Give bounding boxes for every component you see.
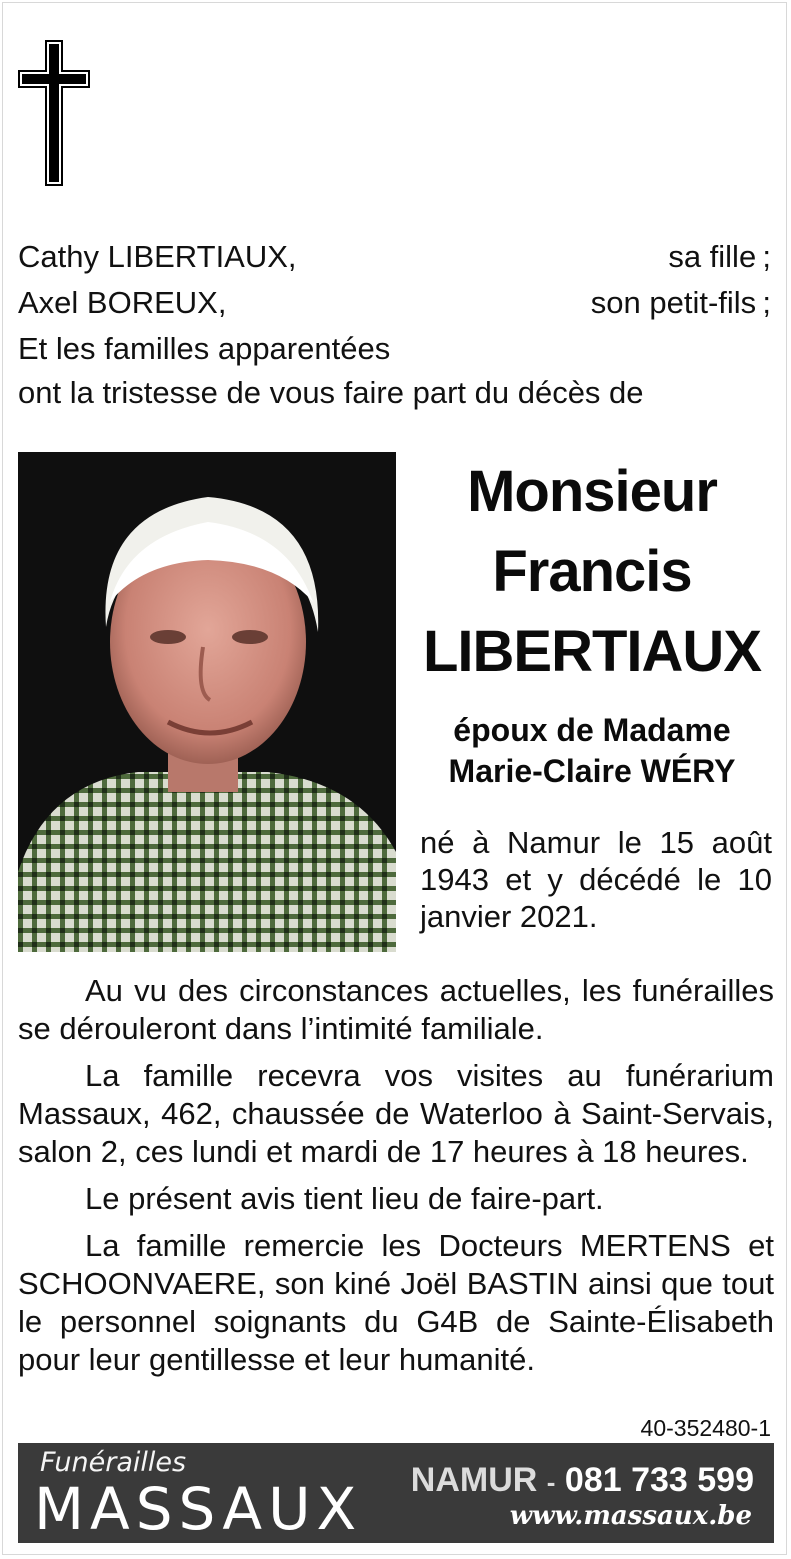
banner-phone: 081 733 599 (564, 1461, 754, 1499)
paragraph-notice: Le présent avis tient lieu de faire-part. (85, 1181, 604, 1216)
funeral-home-banner (18, 1443, 774, 1543)
spouse-line-1: époux de Madame (453, 712, 731, 748)
relative-name-2: Axel BOREUX, (18, 285, 227, 320)
banner-phone-line (411, 1461, 754, 1500)
portrait-photo (18, 452, 396, 952)
cross-icon (18, 40, 90, 186)
deceased-title: Monsieur (467, 459, 717, 524)
reference-number: 40-352480-1 (640, 1415, 771, 1441)
banner-funerailles: Funérailles (40, 1447, 187, 1478)
body-paragraphs (18, 972, 774, 1388)
relative-relation-1: sa fille ; (668, 239, 771, 274)
relative-name-1: Cathy LIBERTIAUX, (18, 239, 297, 274)
deceased-last-name: LIBERTIAUX (423, 619, 761, 684)
paragraph-thanks: La famille remercie les Docteurs MERTENS et SCHOONVAERE, son kiné Joël BASTIN ainsi que tout le personnel soignants du G4B de Sainte-Élisabeth pour leur gentillesse et leur humanité. (18, 1228, 774, 1377)
families-line: Et les familles apparentées (18, 331, 391, 366)
banner-website: www.massaux.be (509, 1501, 752, 1531)
banner-brand: MASSAUX (34, 1475, 363, 1543)
paragraph-visits: La famille recevra vos visites au funérarium Massaux, 462, chaussée de Waterloo à Saint-Servais, salon 2, ces lundi et mardi de 17 heures à 18 heures. (18, 1058, 774, 1169)
deceased-first-name: Francis (492, 539, 692, 604)
deceased-name-block (412, 452, 772, 692)
relative-relation-2: son petit-fils ; (590, 285, 771, 320)
banner-city: NAMUR (410, 1461, 538, 1499)
spouse-block (412, 710, 772, 792)
paragraph-circumstances: Au vu des circonstances actuelles, les funérailles se dérouleront dans l’intimité familiale. (18, 973, 774, 1046)
birth-death-text: né à Namur le 15 août 1943 et y décédé le 10 janvier 2021. (420, 825, 772, 934)
banner-separator: - (546, 1467, 556, 1497)
spouse-line-2: Marie-Claire WÉRY (448, 753, 736, 789)
announce-line: ont la tristesse de vous faire part du décès de (18, 375, 644, 410)
